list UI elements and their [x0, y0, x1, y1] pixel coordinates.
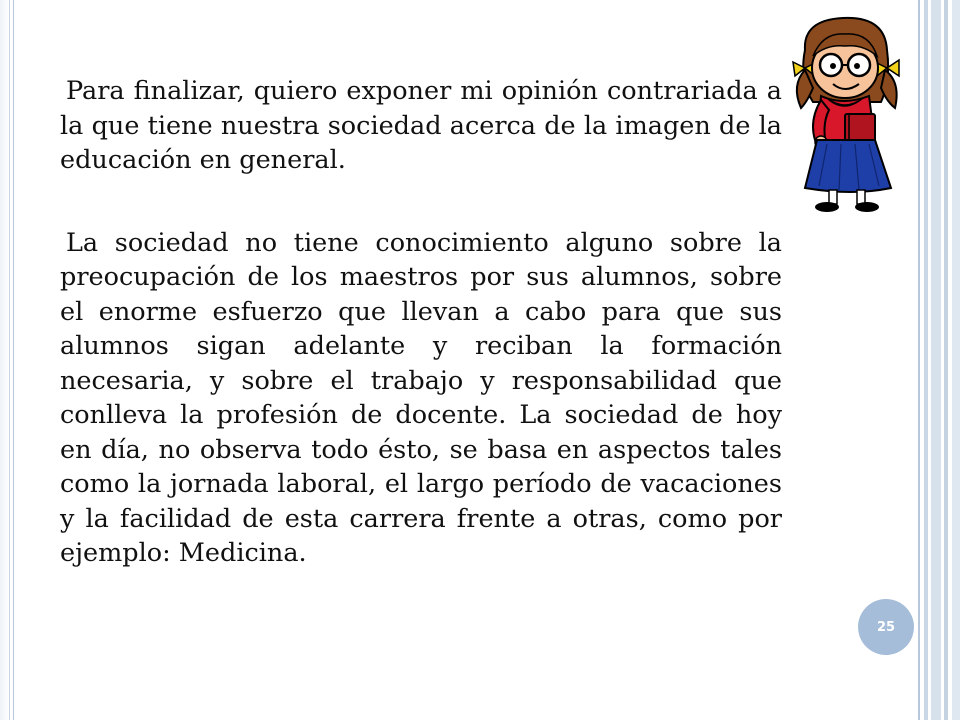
border-stripe: [944, 0, 948, 720]
paragraph-main: La sociedad no tiene conocimiento alguno sobre la preocupación de los maestros por sus alumnos, sobre el enorme esfuerzo que llevan a cabo para que sus alumnos sigan adelante y reciban la formación necesaria, y sobre el trabajo y responsabilidad que conlleva la profesión de docente. La sociedad de hoy en día, no observa todo ésto, se basa en aspectos tales como la jornada laboral, el largo período de vacaciones y la facilidad de esta carrera frente a otras, como por ejemplo: Medicina.: [60, 227, 782, 568]
page-number: 25: [876, 619, 896, 635]
border-stripe: [924, 0, 928, 720]
paragraph-intro: Para finalizar, quiero exponer mi opinión contrariada a la que tiene nuestra sociedad acerca de la imagen de la educación en general.: [60, 76, 782, 175]
page-number-badge: [858, 599, 914, 655]
right-border-stripes: [918, 0, 960, 720]
border-stripe: [952, 0, 960, 720]
schoolgirl-with-book-icon: [783, 10, 923, 215]
left-border: [0, 0, 14, 720]
border-stripe: [931, 0, 941, 720]
slide-body: [60, 74, 782, 571]
